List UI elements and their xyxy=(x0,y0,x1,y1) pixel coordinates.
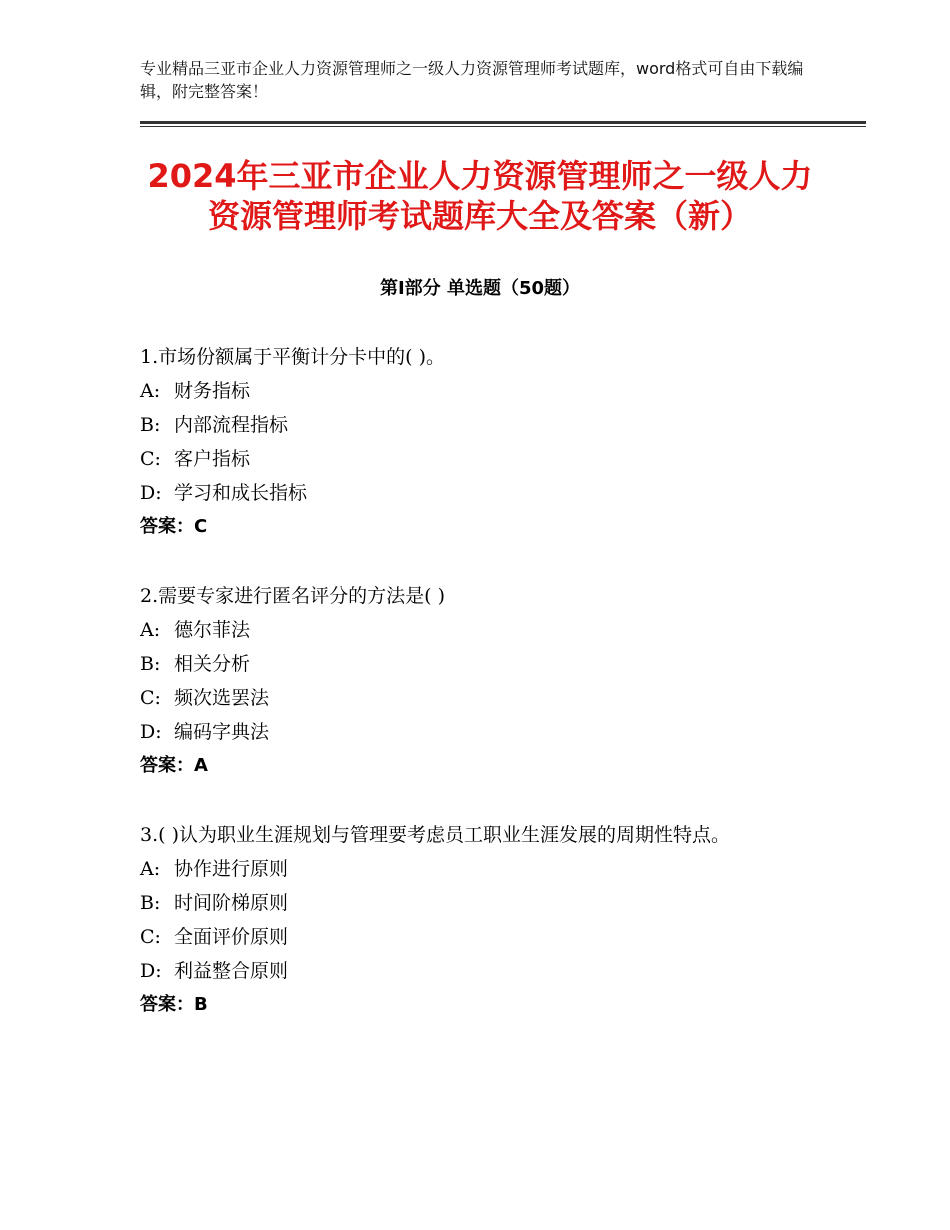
answer: 答案：C xyxy=(140,516,208,537)
option-key: D: xyxy=(140,960,162,982)
question-stem: 1.市场份额属于平衡计分卡中的( )。 xyxy=(140,346,445,368)
section-heading: 第Ⅰ部分 单选题（50题） xyxy=(379,278,580,299)
question-stem: 3.( )认为职业生涯规划与管理要考虑员工职业生涯发展的周期性特点。 xyxy=(140,824,730,846)
header-note: 专业精品三亚市企业人力资源管理师之一级人力资源管理师考试题库，word格式可自由下载编辑，附完整答案！ xyxy=(140,59,804,101)
option-key: A: xyxy=(140,619,161,641)
option-text: 协作进行原则 xyxy=(174,858,289,880)
option-text: 时间阶梯原则 xyxy=(174,892,289,914)
question-1 xyxy=(140,340,820,544)
option-d xyxy=(140,715,820,749)
header-rule-thick xyxy=(140,121,866,124)
option-b xyxy=(140,408,820,442)
option-c xyxy=(140,681,820,715)
option-text: 财务指标 xyxy=(174,380,251,402)
option-b xyxy=(140,647,820,681)
answer: 答案：B xyxy=(140,994,208,1015)
option-text: 频次选罢法 xyxy=(174,687,270,709)
option-key: D: xyxy=(140,721,162,743)
option-a xyxy=(140,852,820,886)
option-key: A: xyxy=(140,858,161,880)
option-text: 学习和成长指标 xyxy=(174,482,308,504)
option-d xyxy=(140,476,820,510)
option-a xyxy=(140,374,820,408)
question-2 xyxy=(140,579,820,783)
option-key: A: xyxy=(140,380,161,402)
option-key: C: xyxy=(140,926,161,948)
document-title: 2024年三亚市企业人力资源管理师之一级人力资源管理师考试题库大全及答案（新） xyxy=(147,157,813,235)
option-text: 德尔菲法 xyxy=(174,619,251,641)
option-key: B: xyxy=(140,892,161,914)
question-stem: 2.需要专家进行匿名评分的方法是( ) xyxy=(140,585,445,607)
option-text: 相关分析 xyxy=(174,653,251,675)
option-text: 内部流程指标 xyxy=(174,414,289,436)
option-c xyxy=(140,442,820,476)
option-b xyxy=(140,886,820,920)
option-c xyxy=(140,920,820,954)
question-3 xyxy=(140,818,820,1022)
option-key: B: xyxy=(140,414,161,436)
answer: 答案：A xyxy=(140,755,208,776)
option-text: 客户指标 xyxy=(174,448,251,470)
option-d xyxy=(140,954,820,988)
option-text: 全面评价原则 xyxy=(174,926,289,948)
header-rule-thin xyxy=(140,126,866,127)
option-key: C: xyxy=(140,687,161,709)
option-key: D: xyxy=(140,482,162,504)
option-text: 利益整合原则 xyxy=(174,960,289,982)
option-text: 编码字典法 xyxy=(174,721,270,743)
option-a xyxy=(140,613,820,647)
option-key: B: xyxy=(140,653,161,675)
option-key: C: xyxy=(140,448,161,470)
